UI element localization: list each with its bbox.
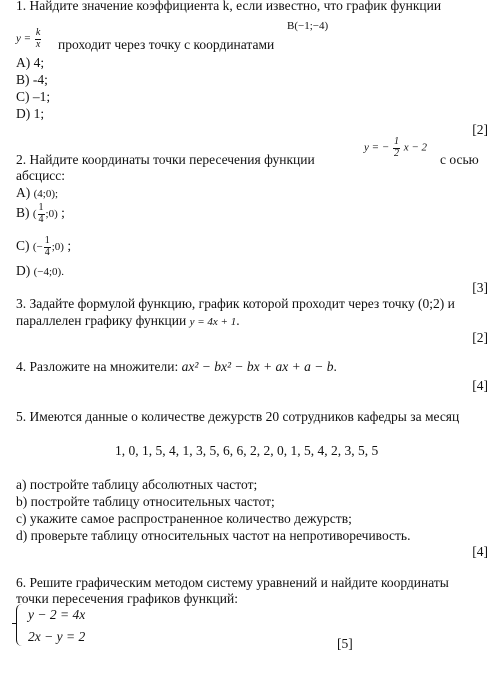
q4-line: 4. Разложите на множители: ax² − bx² − bx + ax + a − b. (16, 359, 337, 374)
q2-option-c-label: C) (16, 238, 30, 254)
q1-fraction-num: k (35, 27, 41, 38)
q3-score: [2] (472, 330, 488, 345)
q2-option-d-value: (−4;0) (33, 266, 62, 278)
q6-score: [5] (337, 636, 353, 651)
q1-text: проходит через точку с координатами (58, 37, 275, 52)
q5-item-c: c) укажите самое распространенное количество дежурств; (16, 511, 352, 526)
q2-option-a: A) (4;0); (16, 185, 59, 200)
q2-function-num: 1 (393, 136, 399, 147)
q3-line2-text: параллелен графику функции (16, 313, 187, 328)
q2-option-a-label: A) (16, 185, 31, 200)
q2-function-y: y = − (364, 141, 390, 154)
q6-eq2: 2x − y = 2 (28, 629, 86, 644)
q2-score: [3] (472, 280, 488, 295)
q4-formula: ax² − bx² − bx + ax + a − b (181, 359, 334, 374)
q1-option-b: B) -4; (16, 72, 48, 87)
q2-option-c-den: 4 (44, 246, 50, 258)
q2-option-d: D) (−4;0). (16, 263, 64, 278)
q2-option-c-num: 1 (44, 235, 50, 246)
q2-line2: абсцисс: (16, 168, 66, 183)
q3-formula: y = 4x + 1 (189, 316, 237, 328)
q3-line1: 3. Задайте формулой функцию, график которой проходит через точку (0;2) и (16, 296, 455, 311)
q1-formula (16, 28, 42, 50)
q3-line2: параллелен графику функции y = 4x + 1. (16, 313, 240, 328)
q1-option-d: D) 1; (16, 106, 45, 121)
q2-option-b-num: 1 (38, 202, 44, 213)
q6-line2: точки пересечения графиков функций: (16, 591, 238, 606)
q1-point: B(−1;−4) (287, 20, 329, 32)
q4-text: 4. Разложите на множители: (16, 359, 179, 374)
q2-option-b-den: 4 (38, 213, 44, 225)
q6-eq1: y − 2 = 4x (28, 607, 86, 622)
q2-option-b: B) ( $\frac{1}{4}$ ;0) ; (16, 202, 65, 225)
q2-function-rest: x − 2 (403, 141, 428, 154)
q2-line1: 2. Найдите координаты точки пересечения функции (16, 152, 315, 167)
q1-line1: 1. Найдите значение коэффициента k, если известно, что график функции (16, 0, 442, 13)
q1-score: [2] (472, 122, 488, 137)
q5-data: 1, 0, 1, 5, 4, 1, 3, 5, 6, 6, 2, 2, 0, 1, 5, 4, 2, 3, 5, 5 (115, 443, 379, 458)
q1-fraction-den: x (35, 38, 41, 50)
q5-line1: 5. Имеются данные о количестве дежурств 20 сотрудников кафедры за месяц (16, 409, 460, 424)
q2-tail: с осью (440, 152, 479, 167)
q2-option-a-value: (4;0) (33, 188, 56, 200)
q4-score: [4] (472, 378, 488, 393)
q2-option-d-label: D) (16, 263, 31, 278)
q6-line1: 6. Решите графическим методом систему уравнений и найдите координаты (16, 575, 449, 590)
q5-score: [4] (472, 544, 488, 559)
q2-function-fraction (393, 137, 400, 159)
q1-formula-y: y = (16, 32, 32, 45)
q2-option-c: C) (− $\frac{1}{4}$ ;0) ; (16, 235, 72, 258)
q5-item-d: d) проверьте таблицу относительных частот на непротиворечивость. (16, 528, 411, 543)
q5-item-b: b) постройте таблицу относительных частот; (16, 494, 275, 509)
q2-option-b-label: B) (16, 205, 30, 221)
q5-item-a: a) постройте таблицу абсолютных частот; (16, 477, 258, 492)
q1-fraction (35, 28, 41, 50)
q1-option-a: A) 4; (16, 55, 45, 70)
system-brace (16, 604, 25, 646)
q1-option-c: C) –1; (16, 89, 51, 104)
q2-function-den: 2 (393, 147, 399, 159)
q2-function (364, 137, 427, 159)
